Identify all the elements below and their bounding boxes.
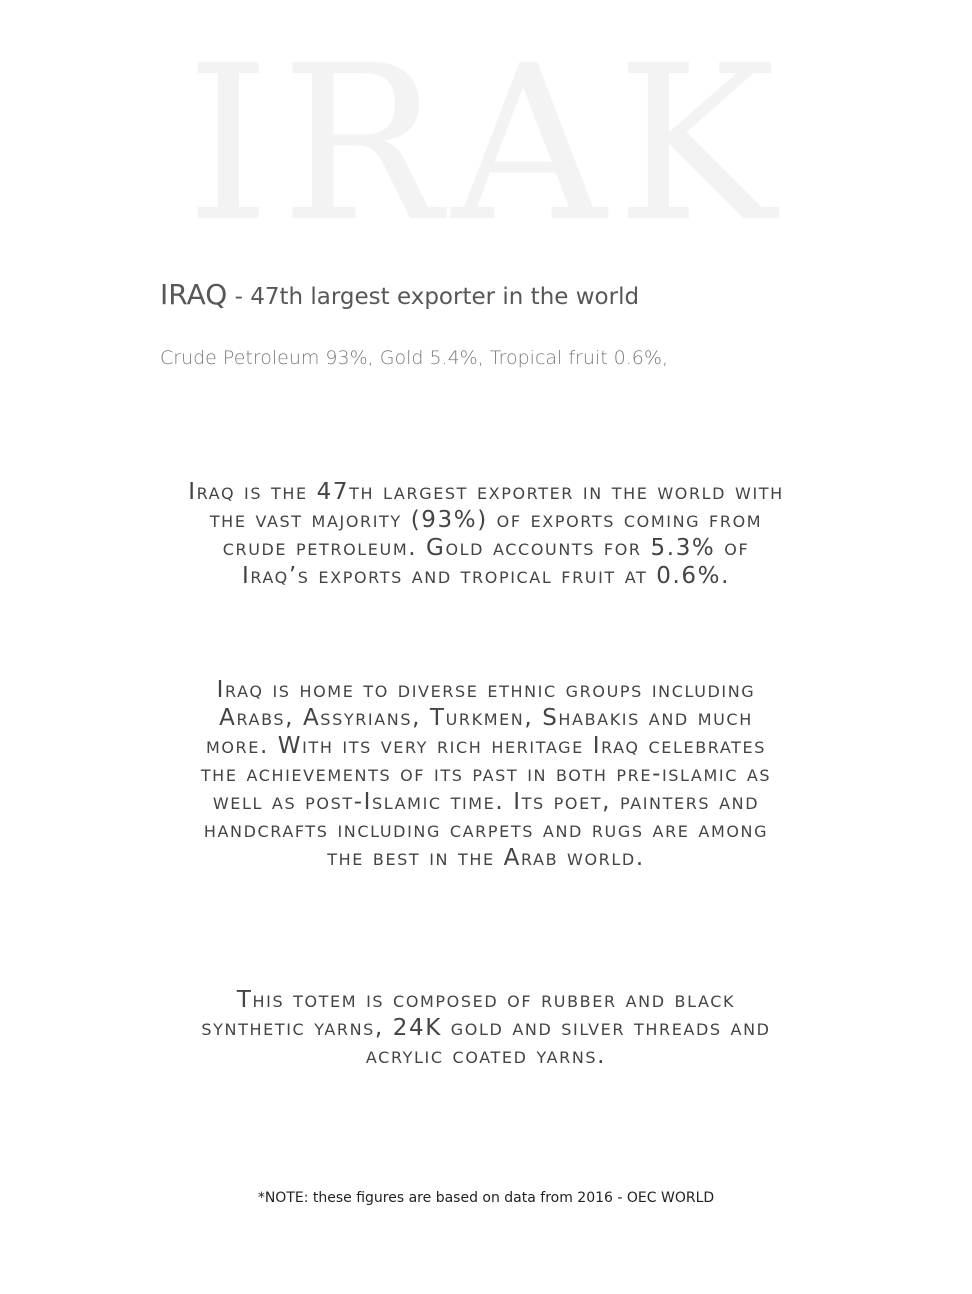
paragraph-heritage-text: Iraq is home to diverse ethnic groups including Arabs, Assyrians, Turkmen, Shabakis and much more. With its very rich heritage Iraq celebrates the achievements of its past in both pre-islamic as well as post-Islamic time. Its poet, painters and handcrafts including carpets and rugs are among the best in the Arab world. <box>200 677 772 871</box>
paragraph-exports <box>186 478 786 590</box>
paragraph-totem-text: This totem is composed of rubber and black synthetic yarns, 24K gold and silver threads and acrylic coated yarns. <box>201 987 771 1069</box>
paragraph-heritage <box>186 676 786 872</box>
data-source-note: *NOTE: these figures are based on data from 2016 - OEC WORLD <box>257 1190 715 1206</box>
page-title <box>160 278 639 311</box>
exporter-rank: - 47th largest exporter in the world <box>227 284 640 310</box>
paragraph-exports-text: Iraq is the 47th largest exporter in the world with the vast majority (93%) of exports coming from crude petroleum. Gold accounts for 5.3% of Iraq’s exports and tropical fruit at 0.6%. <box>188 479 784 589</box>
watermark-irak: IRAK <box>185 20 787 269</box>
paragraph-totem <box>186 986 786 1070</box>
country-name: IRAQ <box>160 278 228 311</box>
exports-summary: Crude Petroleum 93%, Gold 5.4%, Tropical fruit 0.6%, <box>160 347 668 369</box>
